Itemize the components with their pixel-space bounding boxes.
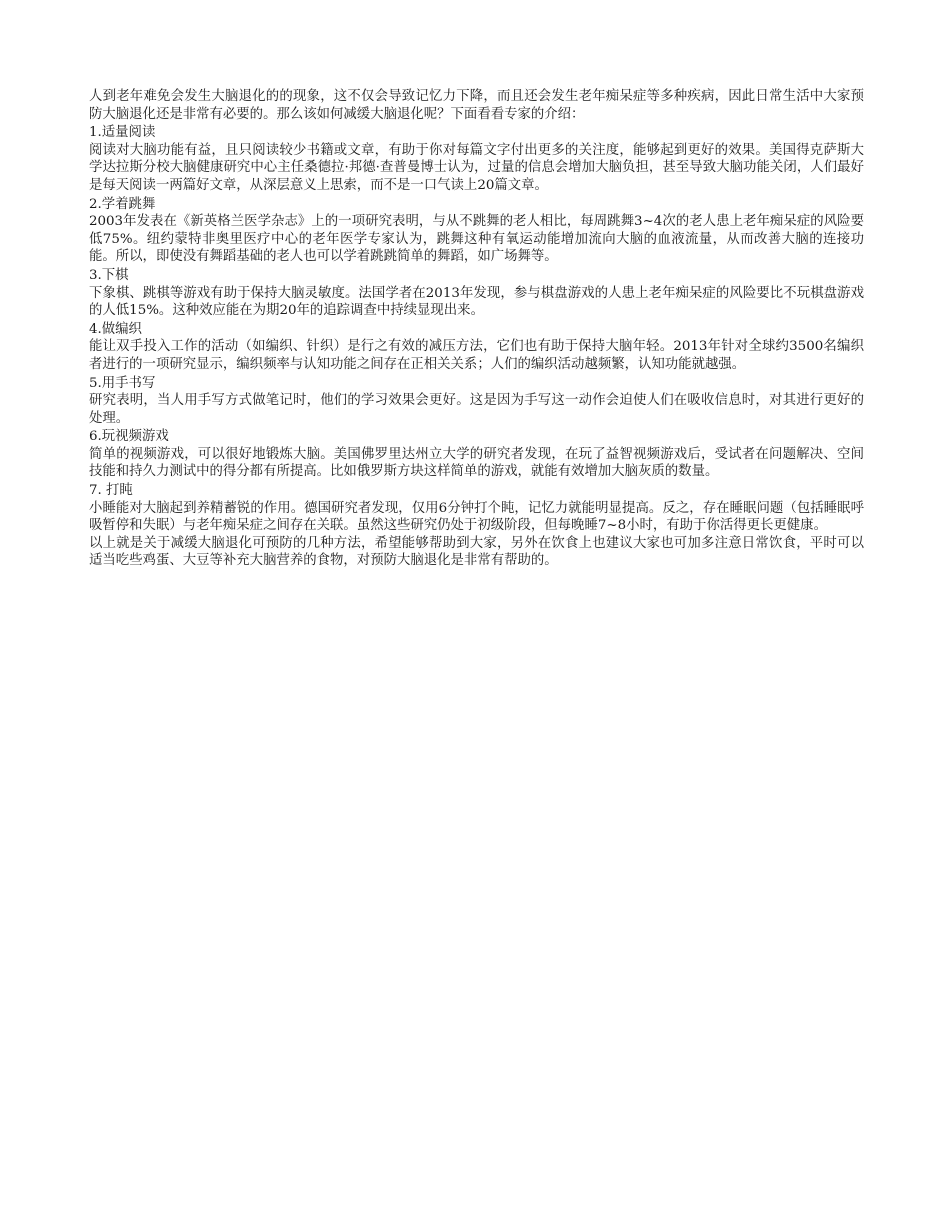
section-paragraph-napping: 小睡能对大脑起到养精蓄锐的作用。德国研究者发现，仅用6分钟打个盹，记忆力就能明显提高。反之，存在睡眠问题（包括睡眠呼吸暂停和失眠）与老年痴呆症之间存在关联。虽然这些研究仍处于初级阶段，但每晚睡7~8小时，有助于你活得更长更健康。: [89, 500, 864, 534]
section-paragraph-handwriting: 研究表明，当人用手写方式做笔记时，他们的学习效果会更好。这是因为手写这一动作会迫使人们在吸收信息时，对其进行更好的处理。: [89, 393, 864, 426]
section-heading-chess: 3.下棋: [89, 267, 129, 283]
article-body: [89, 88, 864, 570]
section-heading-knitting: 4.做编织: [89, 321, 142, 337]
section-heading-dancing: 2.学着跳舞: [89, 196, 156, 212]
section-paragraph-video-games: 简单的视频游戏，可以很好地锻炼大脑。美国佛罗里达州立大学的研究者发现，在玩了益智视频游戏后，受试者在问题解决、空间技能和持久力测试中的得分都有所提高。比如俄罗斯方块这样简单的游戏，就能有效增加大脑灰质的数量。: [89, 446, 864, 480]
section-heading-reading: 1.适量阅读: [89, 125, 156, 141]
section-paragraph-dancing: 2003年发表在《新英格兰医学杂志》上的一项研究表明，与从不跳舞的老人相比，每周跳舞3~4次的老人患上老年痴呆症的风险要低75%。纽约蒙特非奥里医疗中心的老年医学专家认为，跳舞这种有氧运动能增加流向大脑的血液流量，从而改善大脑的连接功能。所以，即使没有舞蹈基础的老人也可以学着跳跳简单的舞蹈，如广场舞等。: [89, 214, 864, 265]
section-heading-handwriting: 5.用手书写: [89, 375, 156, 391]
section-heading-video-games: 6.玩视频游戏: [89, 429, 169, 445]
conclusion-paragraph: 以上就是关于减缓大脑退化可预防的几种方法，希望能够帮助到大家，另外在饮食上也建议大家也可加多注意日常饮食，平时可以适当吃些鸡蛋、大豆等补充大脑营养的食物，对预防大脑退化是非常有帮助的。: [89, 535, 864, 569]
section-paragraph-chess: 下象棋、跳棋等游戏有助于保持大脑灵敏度。法国学者在2013年发现，参与棋盘游戏的人患上老年痴呆症的风险要比不玩棋盘游戏的人低15%。这种效应能在为期20年的追踪调查中持续显现出来。: [89, 285, 864, 319]
section-paragraph-knitting: 能让双手投入工作的活动（如编织、针织）是行之有效的减压方法，它们也有助于保持大脑年轻。2013年针对全球约3500名编织者进行的一项研究显示，编织频率与认知功能之间存在正相关关系；人们的编织活动越频繁，认知功能就越强。: [89, 339, 864, 372]
intro-paragraph: 人到老年难免会发生大脑退化的的现象，这不仅会导致记忆力下降，而且还会发生老年痴呆症等多种疾病，因此日常生活中大家预防大脑退化还是非常有必要的。那么该如何减缓大脑退化呢？下面看看专家的介绍：: [89, 89, 864, 122]
section-heading-napping: 7. 打盹: [89, 483, 133, 499]
section-paragraph-reading: 阅读对大脑功能有益，且只阅读较少书籍或文章，有助于你对每篇文字付出更多的关注度，能够起到更好的效果。美国得克萨斯大学达拉斯分校大脑健康研究中心主任桑德拉·邦德·查普曼博士认为，过量的信息会增加大脑负担，甚至导致大脑功能关闭，人们最好是每天阅读一两篇好文章，从深层意义上思索，而不是一口气读上20篇文章。: [89, 142, 864, 193]
